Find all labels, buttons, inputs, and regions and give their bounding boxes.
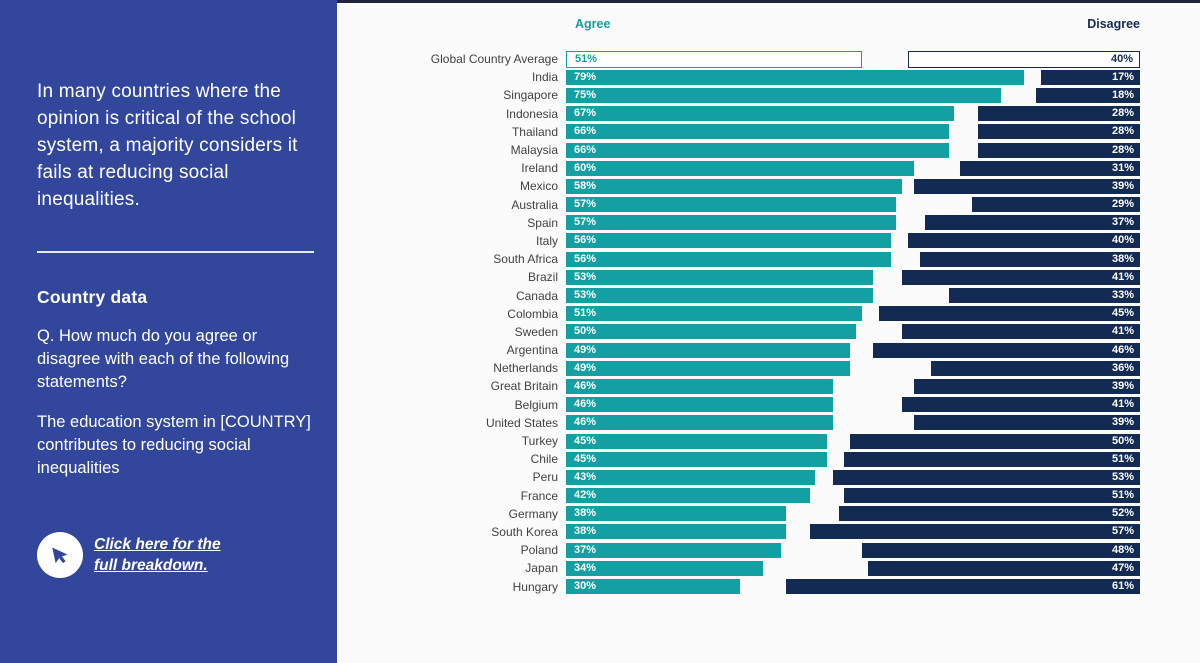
sidebar	[0, 0, 337, 663]
agree-bar	[566, 543, 781, 558]
agree-value: 75%	[574, 88, 597, 101]
disagree-value: 17%	[1111, 70, 1134, 83]
disagree-column-header: Disagree	[1087, 17, 1140, 31]
disagree-bar	[960, 161, 1140, 176]
question-text: Q. How much do you agree or disagree with each of the following statements?	[37, 327, 290, 391]
agree-bar	[566, 324, 856, 339]
disagree-value: 51%	[1111, 489, 1134, 502]
agree-value: 45%	[574, 434, 597, 447]
agree-value: 58%	[574, 179, 597, 192]
agree-value: 38%	[574, 525, 597, 538]
chart-row	[337, 86, 1140, 104]
agree-value: 46%	[574, 379, 597, 392]
country-label: Australia	[511, 197, 558, 212]
agree-value: 66%	[574, 143, 597, 156]
agree-bar	[566, 343, 850, 358]
disagree-bar	[978, 124, 1140, 139]
disagree-bar	[908, 233, 1140, 248]
chart-row	[337, 414, 1140, 432]
disagree-bar	[920, 252, 1140, 267]
disagree-value: 36%	[1111, 361, 1134, 374]
country-label: Singapore	[503, 88, 558, 103]
agree-value: 57%	[574, 198, 597, 211]
bar-track	[566, 106, 1140, 121]
agree-bar	[566, 470, 815, 485]
chart-row	[337, 68, 1140, 86]
agree-bar	[566, 252, 891, 267]
chart-rows	[337, 50, 1140, 596]
bar-track	[566, 379, 1140, 394]
country-label: United States	[485, 415, 558, 430]
chart-row	[337, 305, 1140, 323]
disagree-value: 39%	[1111, 379, 1134, 392]
chart-area	[337, 0, 1200, 663]
agree-bar	[566, 51, 862, 68]
agree-bar	[566, 215, 896, 230]
country-label: Sweden	[514, 324, 558, 339]
disagree-value: 50%	[1111, 434, 1134, 447]
agree-value: 49%	[574, 343, 597, 356]
country-label: Argentina	[506, 343, 558, 358]
disagree-value: 57%	[1111, 525, 1134, 538]
disagree-bar	[914, 379, 1140, 394]
chart-row	[337, 559, 1140, 577]
country-label: Poland	[520, 543, 558, 558]
disagree-value: 29%	[1111, 198, 1134, 211]
bar-track	[566, 452, 1140, 467]
agree-value: 30%	[574, 580, 597, 593]
disagree-value: 48%	[1111, 543, 1134, 556]
agree-bar	[566, 179, 902, 194]
disagree-value: 41%	[1111, 325, 1134, 338]
country-label: Colombia	[507, 306, 558, 321]
agree-bar	[566, 488, 810, 503]
disagree-bar	[1036, 88, 1140, 103]
agree-value: 45%	[574, 452, 597, 465]
bar-track	[566, 343, 1140, 358]
country-label: Thailand	[511, 124, 558, 139]
disagree-bar	[931, 361, 1140, 376]
chart-row	[337, 141, 1140, 159]
chart-row	[337, 177, 1140, 195]
bar-track	[566, 324, 1140, 339]
disagree-value: 37%	[1111, 216, 1134, 229]
disagree-value: 45%	[1111, 307, 1134, 320]
agree-bar	[566, 143, 949, 158]
country-label: South Korea	[491, 524, 558, 539]
disagree-bar	[879, 306, 1140, 321]
country-label: Brazil	[527, 270, 558, 285]
breakdown-link-row	[37, 532, 221, 578]
bar-track	[566, 306, 1140, 321]
disagree-value: 33%	[1111, 289, 1134, 302]
disagree-value: 39%	[1111, 179, 1134, 192]
disagree-bar	[914, 179, 1140, 194]
agree-bar	[566, 197, 896, 212]
agree-bar	[566, 88, 1001, 103]
agree-bar	[566, 415, 833, 430]
bar-track	[566, 252, 1140, 267]
disagree-value: 28%	[1111, 125, 1134, 138]
agree-bar	[566, 506, 786, 521]
bar-track	[566, 561, 1140, 576]
agree-bar	[566, 452, 827, 467]
agree-bar	[566, 434, 827, 449]
agree-column-header: Agree	[575, 17, 611, 31]
agree-value: 60%	[574, 161, 597, 174]
disagree-value: 28%	[1111, 143, 1134, 156]
disagree-bar	[972, 197, 1140, 212]
chart-row	[337, 541, 1140, 559]
chart-row	[337, 450, 1140, 468]
agree-value: 49%	[574, 361, 597, 374]
cursor-icon	[37, 532, 83, 578]
agree-value: 79%	[574, 70, 597, 83]
chart-row	[337, 214, 1140, 232]
disagree-value: 18%	[1111, 88, 1134, 101]
bar-track	[566, 88, 1140, 103]
disagree-bar	[868, 561, 1141, 576]
disagree-bar	[862, 543, 1140, 558]
agree-value: 38%	[574, 507, 597, 520]
country-label: Italy	[535, 233, 558, 248]
country-label: South Africa	[493, 252, 558, 267]
agree-value: 56%	[574, 252, 597, 265]
chart-row	[337, 487, 1140, 505]
chart-row	[337, 250, 1140, 268]
bar-track	[566, 143, 1140, 158]
agree-bar	[566, 270, 873, 285]
bar-track	[566, 179, 1140, 194]
chart-row	[337, 105, 1140, 123]
disagree-value: 46%	[1111, 343, 1134, 356]
agree-bar	[566, 233, 891, 248]
agree-bar	[566, 306, 862, 321]
country-label: France	[520, 488, 558, 503]
disagree-value: 31%	[1111, 161, 1134, 174]
bar-track	[566, 397, 1140, 412]
bar-track	[566, 470, 1140, 485]
disagree-value: 28%	[1111, 107, 1134, 120]
disagree-value: 41%	[1111, 270, 1134, 283]
agree-value: 46%	[574, 416, 597, 429]
top-divider-line	[337, 0, 1200, 3]
disagree-bar	[949, 288, 1140, 303]
disagree-value: 61%	[1111, 580, 1134, 593]
agree-value: 66%	[574, 125, 597, 138]
bar-track	[566, 288, 1140, 303]
disagree-bar	[978, 106, 1140, 121]
bar-track	[566, 543, 1140, 558]
disagree-bar	[844, 452, 1140, 467]
disagree-bar	[1041, 70, 1140, 85]
country-label: Mexico	[519, 179, 558, 194]
disagree-value: 51%	[1111, 452, 1134, 465]
agree-value: 56%	[574, 234, 597, 247]
link-line2: full breakdown.	[94, 557, 208, 574]
chart-row	[337, 396, 1140, 414]
chart-row	[337, 577, 1140, 595]
country-label: Global Country Average	[430, 52, 558, 67]
chart-row	[337, 323, 1140, 341]
agree-bar	[566, 70, 1024, 85]
chart-row	[337, 232, 1140, 250]
agree-bar	[566, 288, 873, 303]
country-label: Japan	[525, 561, 558, 576]
disagree-value: 40%	[1110, 52, 1133, 65]
agree-bar	[566, 561, 763, 576]
bar-track	[566, 361, 1140, 376]
disagree-value: 53%	[1111, 470, 1134, 483]
disagree-value: 39%	[1111, 416, 1134, 429]
disagree-bar	[978, 143, 1140, 158]
disagree-value: 52%	[1111, 507, 1134, 520]
bar-track	[566, 488, 1140, 503]
agree-bar	[566, 124, 949, 139]
chart-row	[337, 359, 1140, 377]
disagree-value: 40%	[1111, 234, 1134, 247]
bar-track	[566, 434, 1140, 449]
chart-row	[337, 505, 1140, 523]
agree-value: 51%	[574, 307, 597, 320]
chart-row	[337, 159, 1140, 177]
agree-value: 57%	[574, 216, 597, 229]
disagree-bar	[844, 488, 1140, 503]
disagree-bar	[833, 470, 1140, 485]
disagree-bar	[839, 506, 1140, 521]
agree-bar	[566, 361, 850, 376]
bar-track	[566, 506, 1140, 521]
chart-row	[337, 432, 1140, 450]
bar-track	[566, 52, 1140, 67]
chart-row	[337, 286, 1140, 304]
bar-track	[566, 215, 1140, 230]
agree-value: 43%	[574, 470, 597, 483]
chart-row	[337, 123, 1140, 141]
agree-bar	[566, 379, 833, 394]
agree-bar	[566, 524, 786, 539]
agree-value: 50%	[574, 325, 597, 338]
country-label: Germany	[508, 506, 558, 521]
agree-bar	[566, 579, 740, 594]
chart-row	[337, 341, 1140, 359]
country-label: Turkey	[521, 434, 558, 449]
agree-value: 51%	[575, 52, 598, 65]
disagree-bar	[925, 215, 1140, 230]
country-label: Malaysia	[510, 143, 558, 158]
disagree-bar	[902, 397, 1140, 412]
bar-track	[566, 415, 1140, 430]
disagree-bar	[873, 343, 1140, 358]
country-label: Hungary	[512, 579, 558, 594]
agree-value: 53%	[574, 289, 597, 302]
chart-row	[337, 50, 1140, 68]
disagree-bar	[908, 51, 1140, 68]
disagree-bar	[902, 270, 1140, 285]
bar-track	[566, 579, 1140, 594]
disagree-value: 47%	[1111, 561, 1134, 574]
intro-text: In many countries where the opinion is critical of the school system, a majority considers it fails at reducing social inequalities.	[37, 81, 298, 210]
disagree-value: 38%	[1111, 252, 1134, 265]
section-title: Country data	[37, 287, 148, 307]
divider	[37, 251, 314, 253]
agree-bar	[566, 106, 954, 121]
country-label: Peru	[532, 470, 558, 485]
agree-value: 53%	[574, 270, 597, 283]
bar-track	[566, 161, 1140, 176]
chart-row	[337, 523, 1140, 541]
disagree-bar	[850, 434, 1140, 449]
country-label: Canada	[515, 288, 558, 303]
bar-track	[566, 524, 1140, 539]
disagree-bar	[810, 524, 1140, 539]
country-label: Chile	[530, 452, 558, 467]
country-label: Spain	[527, 215, 558, 230]
chart-row	[337, 196, 1140, 214]
cursor-icon-glyph	[48, 543, 72, 567]
link-line1: Click here for the	[94, 536, 221, 553]
chart-row	[337, 468, 1140, 486]
full-breakdown-link[interactable]	[94, 534, 221, 576]
chart-row	[337, 268, 1140, 286]
chart-row	[337, 377, 1140, 395]
country-label: Indonesia	[505, 106, 558, 121]
country-label: India	[531, 70, 558, 85]
statement-text: The education system in [COUNTRY] contributes to reducing social inequalities	[37, 413, 311, 477]
disagree-bar	[786, 579, 1140, 594]
agree-value: 67%	[574, 107, 597, 120]
country-label: Belgium	[514, 397, 558, 412]
bar-track	[566, 270, 1140, 285]
agree-value: 46%	[574, 398, 597, 411]
agree-value: 37%	[574, 543, 597, 556]
disagree-value: 41%	[1111, 398, 1134, 411]
agree-value: 42%	[574, 489, 597, 502]
country-label: Great Britain	[490, 379, 558, 394]
bar-track	[566, 197, 1140, 212]
disagree-bar	[914, 415, 1140, 430]
disagree-bar	[902, 324, 1140, 339]
agree-value: 34%	[574, 561, 597, 574]
agree-bar	[566, 161, 914, 176]
bar-track	[566, 233, 1140, 248]
bar-track	[566, 70, 1140, 85]
bar-track	[566, 124, 1140, 139]
agree-bar	[566, 397, 833, 412]
country-label: Ireland	[521, 161, 558, 176]
country-label: Netherlands	[493, 361, 558, 376]
